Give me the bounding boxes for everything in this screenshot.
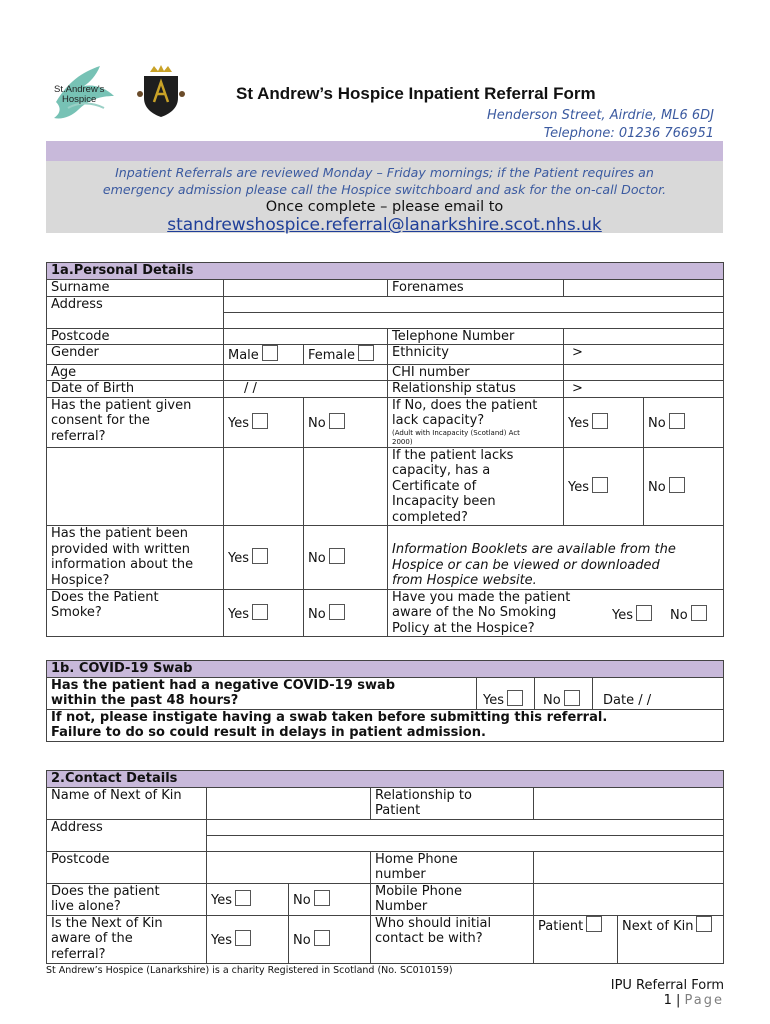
- smoke-yes-option[interactable]: Yes: [224, 589, 304, 637]
- written-info-no-option[interactable]: No: [304, 526, 388, 590]
- live-alone-question: Does the patient live alone?: [47, 883, 207, 915]
- page-footer: [611, 978, 724, 1008]
- blank-cell: [304, 447, 388, 526]
- consent-yes-checkbox[interactable]: [252, 413, 268, 429]
- banner-strip: [46, 141, 723, 161]
- telephone-field[interactable]: [564, 328, 724, 345]
- initial-contact-nok-checkbox[interactable]: [696, 916, 712, 932]
- referral-email-link[interactable]: standrewshospice.referral@lanarkshire.scot.nhs.uk: [167, 215, 602, 235]
- certificate-yes-option[interactable]: Yes: [564, 447, 644, 526]
- smoke-question: Does the Patient Smoke?: [47, 589, 224, 637]
- telephone-label: Telephone Number: [388, 328, 564, 345]
- forenames-label: Forenames: [388, 279, 564, 296]
- gender-male-option[interactable]: [224, 345, 304, 365]
- nok-postcode-field[interactable]: [207, 851, 371, 883]
- nok-aware-yes-checkbox[interactable]: [235, 930, 251, 946]
- no-smoking-no-option[interactable]: No: [670, 605, 707, 624]
- section-heading-personal: 1a.Personal Details: [47, 263, 724, 280]
- initial-contact-nok-option[interactable]: Next of Kin: [618, 915, 724, 963]
- covid-no-option[interactable]: No: [535, 677, 593, 709]
- nok-address-field-line2[interactable]: [207, 835, 724, 851]
- email-instruction: Once complete – please email to: [265, 199, 504, 215]
- certificate-no-checkbox[interactable]: [669, 477, 685, 493]
- live-alone-yes-checkbox[interactable]: [235, 890, 251, 906]
- nok-postcode-label: Postcode: [47, 851, 207, 883]
- referral-note-line1: Inpatient Referrals are reviewed Monday – Friday mornings; if the Patient requires an: [115, 165, 654, 180]
- smoke-no-checkbox[interactable]: [329, 604, 345, 620]
- address-field-line2[interactable]: [224, 312, 724, 328]
- nok-address-label: Address: [47, 819, 207, 851]
- written-info-question: Has the patient been provided with written information about the Hospice?: [47, 526, 224, 590]
- blank-cell: [47, 447, 224, 526]
- chi-label: CHI number: [388, 364, 564, 381]
- section-heading-contact: 2.Contact Details: [47, 771, 724, 788]
- mobile-phone-label: Mobile Phone Number: [371, 883, 534, 915]
- age-label: Age: [47, 364, 224, 381]
- surname-field[interactable]: [224, 279, 388, 296]
- nok-name-label: Name of Next of Kin: [47, 787, 207, 819]
- covid-no-checkbox[interactable]: [564, 690, 580, 706]
- nok-address-field-line1[interactable]: [207, 819, 724, 835]
- relationship-to-patient-label: Relationship to Patient: [371, 787, 534, 819]
- surname-label: Surname: [47, 279, 224, 296]
- page-word: Page: [684, 993, 724, 1008]
- capacity-yes-option[interactable]: Yes: [564, 397, 644, 447]
- relationship-select[interactable]: >: [564, 381, 724, 398]
- charity-footer: St Andrew’s Hospice (Lanarkshire) is a charity Registered in Scotland (No. SC010159): [46, 965, 453, 976]
- covid-date-field[interactable]: Date / /: [593, 677, 724, 709]
- referral-banner: [46, 161, 723, 233]
- blank-cell: [224, 447, 304, 526]
- form-name: IPU Referral Form: [610, 978, 724, 993]
- ethnicity-select[interactable]: >: [564, 345, 724, 365]
- written-info-yes-option[interactable]: Yes: [224, 526, 304, 590]
- hospice-logo: [48, 62, 120, 124]
- certificate-no-option[interactable]: No: [644, 447, 724, 526]
- nok-aware-no-option[interactable]: No: [289, 915, 371, 963]
- postcode-label: Postcode: [47, 328, 224, 345]
- initial-contact-patient-option[interactable]: Patient: [534, 915, 618, 963]
- address-label: Address: [47, 296, 224, 328]
- certificate-yes-checkbox[interactable]: [592, 477, 608, 493]
- nok-aware-question: Is the Next of Kin aware of the referral?: [47, 915, 207, 963]
- initial-contact-patient-checkbox[interactable]: [586, 916, 602, 932]
- svg-text:Hospice: Hospice: [62, 94, 97, 105]
- female-label: Female: [308, 348, 356, 363]
- no-smoking-policy-cell: [388, 589, 724, 637]
- dob-label: Date of Birth: [47, 381, 224, 398]
- female-checkbox[interactable]: [358, 345, 374, 361]
- consent-no-checkbox[interactable]: [329, 413, 345, 429]
- nok-name-field[interactable]: [207, 787, 371, 819]
- covid-yes-option[interactable]: Yes: [477, 677, 535, 709]
- no-smoking-yes-checkbox[interactable]: [636, 605, 652, 621]
- hospice-address: Henderson Street, Airdrie, ML6 6DJ: [486, 108, 714, 123]
- male-checkbox[interactable]: [262, 345, 278, 361]
- personal-details-table: [46, 262, 724, 637]
- referral-note-line2: emergency admission please call the Hospice switchboard and ask for the on-call Doctor.: [102, 182, 667, 197]
- live-alone-no-checkbox[interactable]: [314, 890, 330, 906]
- age-field[interactable]: [224, 364, 388, 381]
- written-info-yes-checkbox[interactable]: [252, 548, 268, 564]
- capacity-question: If No, does the patient lack capacity? (Adult with Incapacity (Scotland) Act 2000): [388, 397, 564, 447]
- page-separator: |: [671, 993, 685, 1008]
- hospice-telephone: Telephone: 01236 766951: [543, 126, 714, 141]
- no-smoking-question: Have you made the patient aware of the No Smoking Policy at the Hospice?: [392, 589, 571, 636]
- dob-field[interactable]: / /: [224, 381, 388, 398]
- nok-aware-no-checkbox[interactable]: [314, 930, 330, 946]
- no-smoking-yes-option[interactable]: Yes: [612, 605, 652, 624]
- written-info-no-checkbox[interactable]: [329, 548, 345, 564]
- no-smoking-no-checkbox[interactable]: [691, 605, 707, 621]
- form-title: St Andrew’s Hospice Inpatient Referral Form: [236, 84, 596, 103]
- consent-yes-option[interactable]: Yes: [224, 397, 304, 447]
- chi-field[interactable]: [564, 364, 724, 381]
- booklets-note: Information Booklets are available from the Hospice or can be viewed or downloaded from Hospice website.: [388, 526, 724, 590]
- home-phone-field[interactable]: [534, 851, 724, 883]
- postcode-field[interactable]: [224, 328, 388, 345]
- initial-contact-question: Who should initial contact be with?: [371, 915, 534, 963]
- relationship-to-patient-field[interactable]: [534, 787, 724, 819]
- crest-logo: [136, 64, 186, 118]
- relationship-label: Relationship status: [388, 381, 564, 398]
- consent-question: Has the patient given consent for the referral?: [47, 397, 224, 447]
- page-number-line: [611, 993, 724, 1008]
- home-phone-label: Home Phone number: [371, 851, 534, 883]
- covid-swab-question: Has the patient had a negative COVID-19 swab within the past 48 hours?: [47, 677, 477, 709]
- live-alone-no-option[interactable]: No: [289, 883, 371, 915]
- certificate-question: If the patient lacks capacity, has a Certificate of Incapacity been completed?: [388, 447, 564, 526]
- mobile-phone-field[interactable]: [534, 883, 724, 915]
- section-heading-covid: 1b. COVID-19 Swab: [47, 661, 724, 678]
- address-field-line1[interactable]: [224, 296, 724, 312]
- gender-female-option[interactable]: [304, 345, 388, 365]
- ethnicity-label: Ethnicity: [388, 345, 564, 365]
- live-alone-yes-option[interactable]: Yes: [207, 883, 289, 915]
- page-number: 1: [663, 993, 672, 1008]
- contact-details-table: [46, 770, 724, 964]
- nok-aware-yes-option[interactable]: Yes: [207, 915, 289, 963]
- covid-yes-checkbox[interactable]: [507, 690, 523, 706]
- gender-label: Gender: [47, 345, 224, 365]
- smoke-yes-checkbox[interactable]: [252, 604, 268, 620]
- male-label: Male: [228, 348, 259, 363]
- capacity-yes-checkbox[interactable]: [592, 413, 608, 429]
- capacity-no-checkbox[interactable]: [669, 413, 685, 429]
- covid-swab-table: [46, 660, 724, 742]
- smoke-no-option[interactable]: No: [304, 589, 388, 637]
- consent-no-option[interactable]: No: [304, 397, 388, 447]
- capacity-no-option[interactable]: No: [644, 397, 724, 447]
- covid-warning: If not, please instigate having a swab taken before submitting this referral. Failure to do so could result in delays in patient admission.: [47, 709, 724, 741]
- svg-text:St.Andrew's: St.Andrew's: [54, 84, 105, 95]
- forenames-field[interactable]: [564, 279, 724, 296]
